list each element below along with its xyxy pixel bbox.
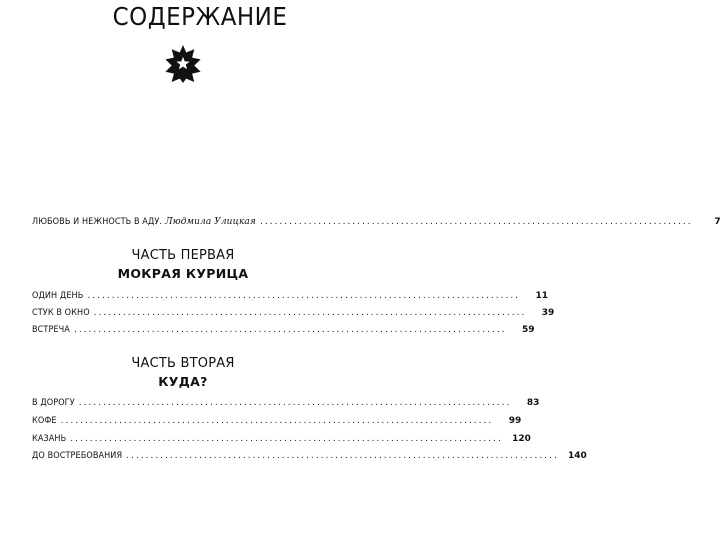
toc-entry-page: 83 [526, 398, 540, 408]
toc-entry[interactable] [32, 322, 535, 336]
page-title: СОДЕРЖАНИЕ [112, 2, 288, 31]
toc-entry-title: ВСТРЕЧА [32, 325, 70, 335]
toc-entry[interactable] [32, 413, 522, 427]
toc-entry-title-text: ЛЮБОВЬ И НЕЖНОСТЬ В АДУ. [32, 217, 163, 227]
toc-entry-title: ОДИН ДЕНЬ [32, 291, 84, 301]
toc-entry-author: Людмила Улицкая [165, 217, 256, 227]
toc-entry-page: 59 [522, 325, 535, 335]
toc-entry[interactable] [32, 431, 531, 445]
toc-leader-dots: ......................................................................................... [87, 291, 521, 301]
toc-entry-title: СТУК В ОКНО [32, 308, 90, 318]
toc-entry-title [32, 216, 256, 228]
toc-entry-page: 120 [512, 434, 531, 444]
toc-entry-page: 7 [714, 217, 721, 227]
toc-leader-dots: ......................................................................................... [70, 434, 503, 444]
part-label-1: ЧАСТЬ ПЕРВАЯ [131, 248, 235, 263]
part-title-2: КУДА? [158, 374, 208, 389]
part-title-1: МОКРАЯ КУРИЦА [117, 266, 249, 281]
toc-entry-intro[interactable] [32, 214, 721, 228]
toc-leader-dots: ......................................................................................... [93, 308, 527, 318]
toc-entry[interactable] [32, 288, 549, 302]
toc-entry[interactable] [32, 395, 540, 409]
toc-leader-dots: ......................................................................................... [126, 451, 559, 461]
toc-leader-dots: ......................................................................................... [73, 325, 507, 335]
toc-entry-page: 39 [541, 308, 555, 318]
toc-leader-dots: ......................................................................................... [259, 217, 693, 227]
toc-entry-title: КАЗАНЬ [32, 434, 67, 444]
toc-leader-dots: ......................................................................................... [78, 398, 512, 408]
part-label-2: ЧАСТЬ ВТОРАЯ [131, 356, 235, 371]
eight-point-star-flower-icon [163, 44, 203, 84]
toc-leader-dots: ......................................................................................... [60, 416, 494, 426]
toc-entry-title: КОФЕ [32, 416, 57, 426]
toc-entry-title: ДО ВОСТРЕБОВАНИЯ [32, 451, 123, 461]
toc-entry-title: В ДОРОГУ [32, 398, 75, 408]
toc-entry-page: 99 [508, 416, 522, 426]
toc-entry[interactable] [32, 448, 587, 462]
toc-entry-page: 140 [568, 451, 587, 461]
toc-entry-page: 11 [535, 291, 549, 301]
toc-entry[interactable] [32, 305, 555, 319]
